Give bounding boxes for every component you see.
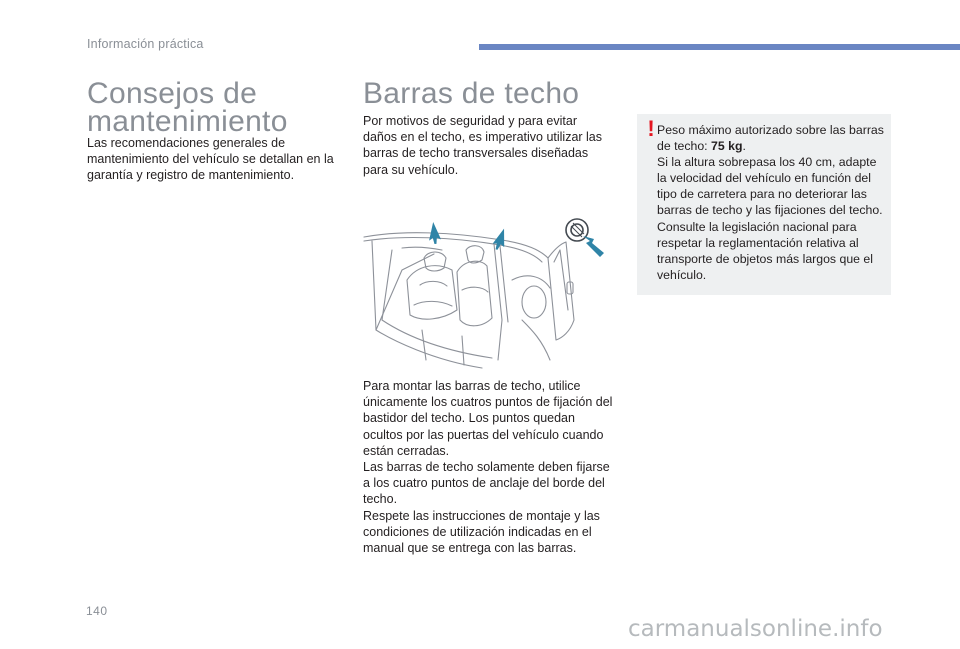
maintenance-title-line1: Consejos de	[87, 77, 258, 110]
roof-bars-para3: Respete las instrucciones de montaje y las condiciones de utilización indicadas en el manual que se entrega con las barras.	[363, 508, 600, 556]
warning-line1-post: .	[742, 139, 746, 154]
warning-line3: Consulte la legislación nacional para respetar la reglamentación relativa al transporte de objetos más largos que el vehículo.	[657, 219, 874, 282]
roof-bars-instructions	[363, 378, 617, 556]
page-number: 140	[86, 604, 108, 618]
max-weight-value: 75 kg	[711, 139, 743, 154]
maintenance-title-line2: mantenimiento	[87, 105, 288, 138]
maintenance-text: Las recomendaciones generales de mantenimiento del vehículo se detallan en la garantía y registro de mantenimiento.	[87, 136, 334, 183]
warning-line2: Si la altura sobrepasa los 40 cm, adapte la velocidad del vehículo en función del tipo de carretera para no deteriorar las barras de techo y las fijaciones del techo.	[657, 155, 883, 218]
roof-bars-intro: Por motivos de seguridad y para evitar daños en el techo, es imperativo utilizar las barras de techo transversales diseñadas para su vehículo.	[363, 114, 603, 177]
watermark: carmanualsonline.info	[628, 616, 883, 642]
roof-bars-para1: Para montar las barras de techo, utilice únicamente los cuatros puntos de fijación del bastidor del techo. Los puntos quedan ocultos por las puertas del vehículo cuando están cerradas.	[363, 379, 613, 458]
warning-text	[657, 122, 887, 283]
roof-bars-para2: Las barras de techo solamente deben fijarse a los cuatro puntos de anclaje del borde del techo.	[363, 460, 610, 507]
warning-line1-pre: Peso máximo autorizado sobre las barras de techo:	[657, 123, 884, 154]
header-accent-bar	[479, 44, 960, 50]
section-header: Información práctica	[87, 37, 204, 51]
car-interior-drawing	[362, 210, 614, 370]
maintenance-title	[87, 77, 327, 138]
warning-exclamation-icon: !	[647, 116, 655, 141]
roof-bars-title: Barras de techo	[363, 77, 580, 110]
detail-zoom-icon	[566, 219, 604, 257]
fixing-point-arrows	[427, 221, 508, 251]
roof-bars-illustration	[362, 210, 614, 370]
